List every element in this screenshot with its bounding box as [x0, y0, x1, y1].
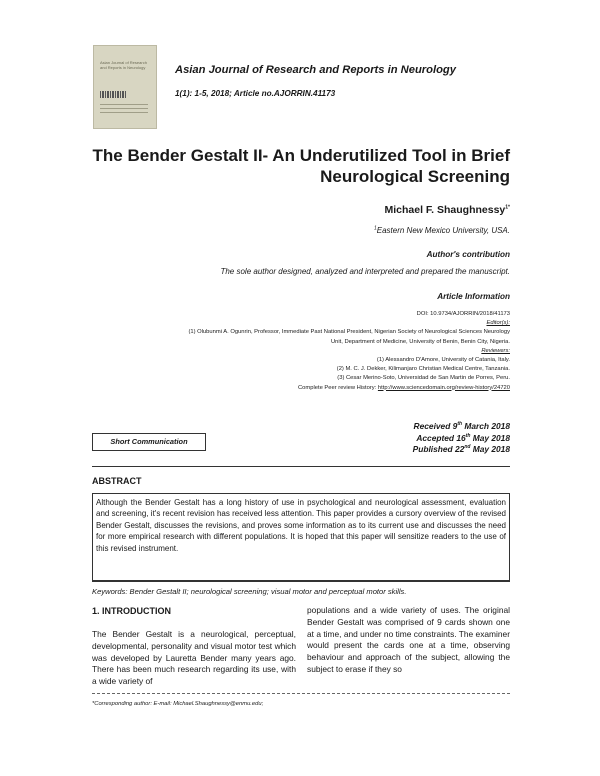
- published-date-sup: nd: [464, 444, 471, 451]
- abstract-heading: ABSTRACT: [92, 476, 142, 486]
- received-date: [413, 421, 510, 433]
- cover-line: [100, 108, 148, 109]
- reviewer-entry: (1) Alessandro D'Amore, University of Catania, Italy.: [376, 357, 510, 364]
- editor-entry: (1) Olubunmi A. Ogunrin, Professor, Immediate Past National President, Nigerian Society of Neurological Sciences Neurology: [188, 329, 510, 336]
- author-name: [384, 204, 510, 216]
- article-type-badge: Short Communication: [92, 433, 206, 451]
- contribution-text: The sole author designed, analyzed and interpreted and prepared the manuscript.: [220, 267, 510, 276]
- journal-cover-image: [93, 45, 157, 129]
- published-date-label: Published 22: [412, 444, 465, 454]
- article-info-heading: Article Information: [437, 292, 510, 301]
- published-date: [413, 444, 510, 456]
- reviewers-label: Reviewers:: [481, 347, 510, 354]
- author-name-text: Michael F. Shaughnessy: [384, 204, 506, 216]
- contribution-heading: Author's contribution: [426, 250, 510, 259]
- journal-name: Asian Journal of Research and Reports in Neurology: [175, 64, 456, 76]
- cover-line: [100, 112, 148, 113]
- author-affiliation: [374, 226, 510, 235]
- divider: [92, 581, 510, 582]
- doi: DOI: 10.9734/AJORRIN/2018/41173: [416, 311, 510, 317]
- author-superscript: 1*: [505, 204, 510, 211]
- received-date-rest: March 2018: [462, 421, 510, 431]
- article-title: The Bender Gestalt II- An Underutilized Tool in Brief Neurological Screening: [92, 146, 510, 186]
- review-history: [90, 384, 510, 393]
- article-info-block: [90, 310, 510, 393]
- editors-label: Editor(s):: [486, 320, 510, 327]
- affiliation-superscript: 1: [373, 225, 377, 232]
- cover-title: Asian Journal of Research and Reports in Neurology: [100, 60, 147, 70]
- affiliation-text: Eastern New Mexico University, USA.: [376, 226, 510, 235]
- accepted-date-label: Accepted 16: [416, 432, 466, 443]
- review-history-link[interactable]: http://www.sciencedomain.org/review-history/24720: [377, 384, 510, 391]
- abstract-text: Although the Bender Gestalt has a long history of use in psychological and neurological assessment, evaluation and screening, it's recent revision has received less attention. This paper provides a cursory overview of the revised Bender Gestalt, discusses the revisions, and proves some information as to its current use and discusses the need for more empirical research with different populations. It is hoped that this paper will sensitize readers to the use of this revised instrument.: [92, 493, 510, 581]
- reviewer-entry: (3) Cesar Merino-Soto, Universidad de San Martin de Porres, Peru.: [337, 375, 510, 382]
- cover-line: [100, 104, 148, 105]
- accepted-date-rest: May 2018: [470, 432, 510, 443]
- article-dates: [413, 421, 510, 456]
- received-date-sup: th: [457, 421, 463, 428]
- divider: [92, 466, 510, 467]
- review-history-label: Complete Peer review History:: [297, 384, 378, 391]
- footnote-separator: [92, 693, 510, 694]
- keywords: Keywords: Bender Gestalt II; neurological screening; visual motor and perceptual motor skills.: [92, 587, 407, 596]
- introduction-column-2: populations and a wide variety of uses. The original Bender Gestalt was comprised of 9 cards shown one at a time, and under no time constraints. The examiner would present the cards one at a time, observing behaviour and approach of the subject, allowing the subject to erase if they so: [307, 605, 510, 674]
- introduction-heading: 1. INTRODUCTION: [92, 606, 172, 616]
- published-date-rest: May 2018: [470, 444, 510, 454]
- corresponding-author-footnote: *Corresponding author: E-mail: Michael.Shaughnessy@enmu.edu;: [92, 701, 264, 707]
- barcode-graphic: [100, 91, 126, 98]
- accepted-date: [413, 433, 510, 445]
- introduction-column-1: The Bender Gestalt is a neurological, perceptual, developmental, personality and visual motor test which was developed by Lauretta Bender many years ago. There has been much research regarding its use, with a wide variety of: [92, 629, 296, 687]
- editor-entry-cont: Unit, Department of Medicine, University of Benin, Benin City, Nigeria.: [330, 338, 510, 345]
- journal-meta: 1(1): 1-5, 2018; Article no.AJORRIN.41173: [175, 89, 336, 98]
- reviewer-entry: (2) M. C. J. Dekker, Kilimanjaro Christian Medical Centre, Tanzania.: [336, 366, 510, 373]
- received-date-label: Received 9: [413, 421, 458, 431]
- accepted-date-sup: th: [465, 432, 471, 439]
